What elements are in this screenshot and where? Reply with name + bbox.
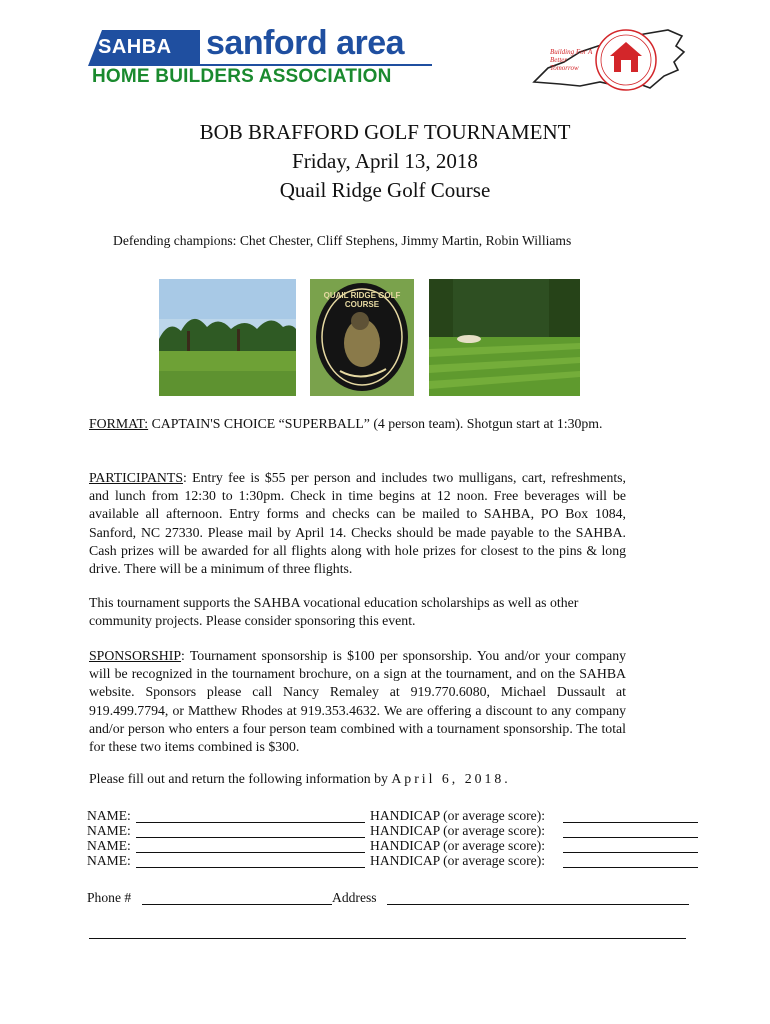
return-instructions — [89, 770, 626, 788]
name-label: NAME: — [87, 808, 131, 823]
format-paragraph — [89, 415, 626, 433]
logo-badge-text: SAHBA — [98, 36, 172, 58]
quail-ridge-logo-text: QUAIL RIDGE GOLF COURSE — [323, 291, 401, 309]
name-label: NAME: — [87, 823, 131, 838]
handicap-label: HANDICAP (or average score): — [370, 808, 546, 823]
defending-champions: Defending champions: Chet Chester, Cliff Stephens, Jimmy Martin, Robin Williams — [113, 233, 572, 248]
tournament-date: Friday, April 13, 2018 — [292, 149, 478, 173]
seal-motto: Building For A Better Tomorrow — [550, 48, 593, 72]
return-text: Please fill out and return the following information by — [89, 771, 392, 786]
quail-ridge-logo-photo — [310, 279, 414, 396]
participants-text: : Entry fee is $55 per person and includes two mulligans, cart, refreshments, and lunch from 12:30 to 1:30pm. Check in time begins at 12 noon. Free beverages will be available all afternoon. Entry forms and checks can be mailed to SAHBA, PO Box 1084, Sanford, NC 27330. Please mail by April 14. Checks should be made payable to the SAHBA. Cash prizes will be awarded for all flights along with hole prizes for closest to the pins & long drive. There will be a minimum of three flights. — [89, 470, 626, 577]
phone-label: Phone # — [87, 890, 132, 905]
return-deadline: April 6, 2018. — [391, 771, 511, 786]
format-label: FORMAT: — [89, 416, 149, 431]
address-continuation-field[interactable] — [89, 938, 686, 939]
name-label: NAME: — [87, 853, 131, 868]
golf-course-photo-fairway — [429, 279, 580, 396]
participants-paragraph — [89, 469, 626, 578]
sponsorship-label: SPONSORSHIP — [89, 648, 182, 663]
player-1-row — [87, 808, 699, 824]
name-label: NAME: — [87, 838, 131, 853]
golf-course-photo-trees — [159, 279, 296, 396]
logo-org-name: sanford area — [206, 24, 405, 62]
format-text: CAPTAIN'S CHOICE “SUPERBALL” (4 person team). Shotgun start at 1:30pm. — [148, 416, 603, 431]
handicap-field[interactable] — [563, 867, 698, 868]
handicap-label: HANDICAP (or average score): — [370, 823, 546, 838]
tournament-venue: Quail Ridge Golf Course — [279, 178, 491, 202]
logo-org-subtitle: HOME BUILDERS ASSOCIATION — [92, 66, 392, 87]
contact-row — [87, 890, 697, 908]
handicap-label: HANDICAP (or average score): — [370, 838, 546, 853]
nc-state-seal — [530, 22, 690, 94]
sponsorship-text: : Tournament sponsorship is $100 per sponsorship. You and/or your company will be recognized in the tournament brochure, on a sign at the tournament, and on the SAHBA website. Sponsors please call Nancy Remaley at 919.770.6080, Michael Dussault at 919.499.7794, or Matthew Rhodes at 919.353.4632. We are offering a discount to any company and/or person who enters a four person team combined with a tournament sponsorship. The total for these two items combined is $300. — [89, 648, 626, 755]
handicap-label: HANDICAP (or average score): — [370, 853, 546, 868]
participants-label: PARTICIPANTS — [89, 470, 183, 485]
player-4-row — [87, 853, 699, 869]
player-name-field[interactable] — [136, 867, 365, 868]
sponsorship-paragraph — [89, 647, 626, 756]
phone-field[interactable] — [142, 904, 332, 905]
address-label: Address — [332, 890, 377, 905]
tournament-title: BOB BRAFFORD GOLF TOURNAMENT — [199, 120, 571, 144]
support-paragraph: This tournament supports the SAHBA vocational education scholarships as well as other community projects. Please consider sponsoring this event. — [89, 595, 579, 629]
player-3-row — [87, 838, 699, 854]
address-field[interactable] — [387, 904, 689, 905]
player-2-row — [87, 823, 699, 839]
sahba-logo — [88, 26, 433, 88]
